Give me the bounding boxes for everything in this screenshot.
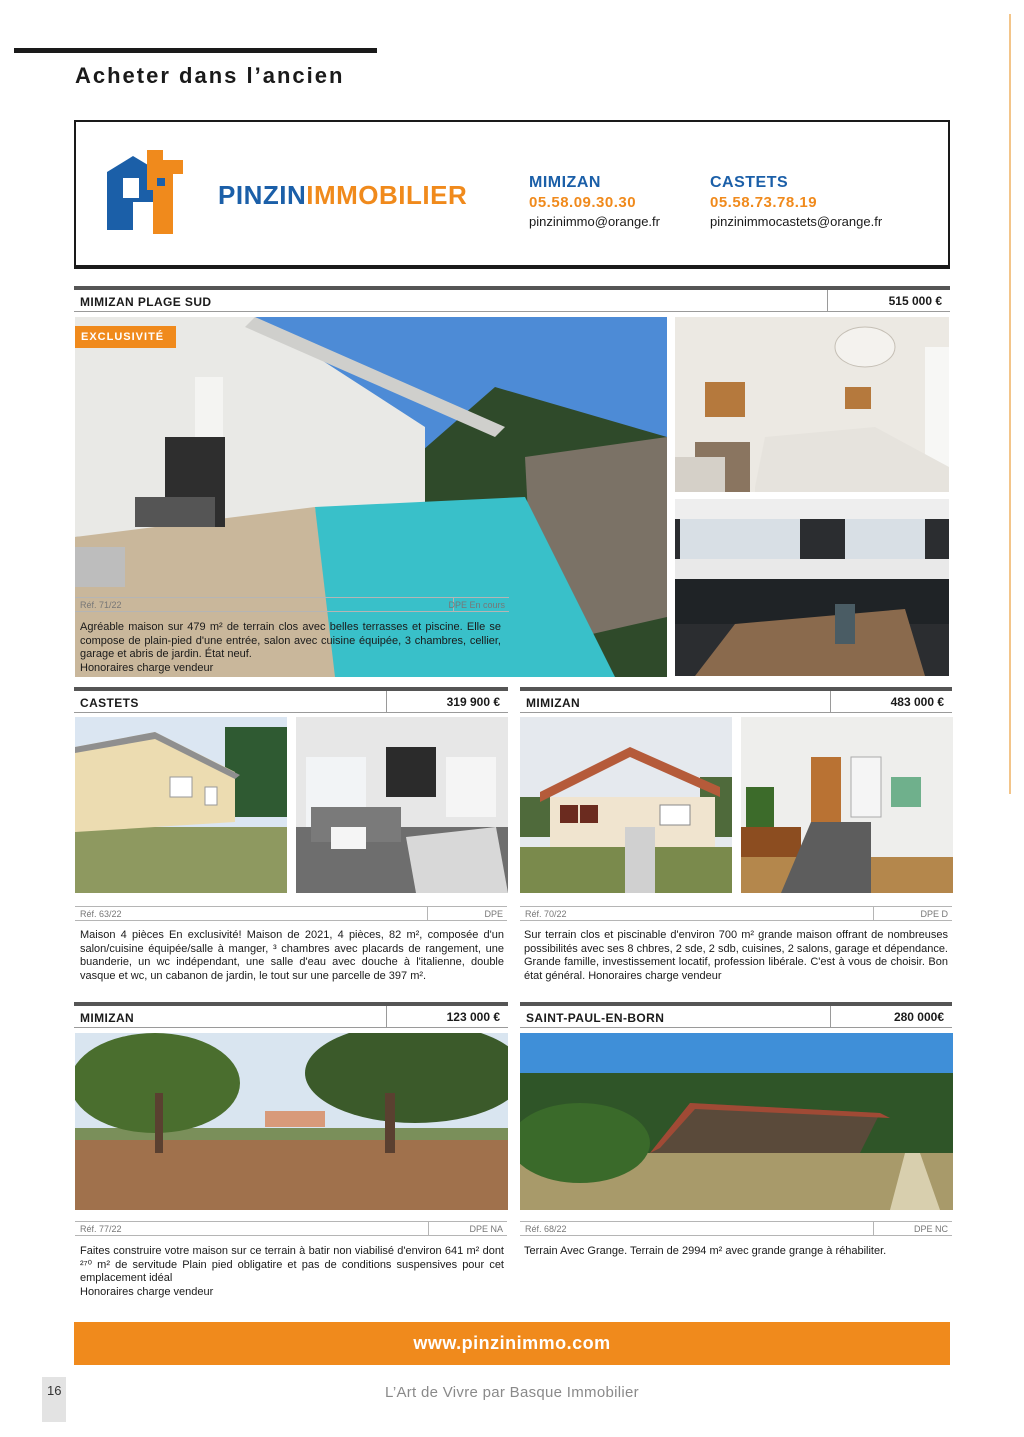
office-email[interactable]: pinzinimmo@orange.fr [529,214,660,229]
listing-dpe: DPE D [920,909,948,919]
listing-ref: Réf. 71/22 [80,600,122,610]
listing-location: MIMIZAN PLAGE SUD [80,295,212,309]
listing-header [520,687,952,713]
listing-description: Agréable maison sur 479 m² de terrain clos avec belles terrasses et piscine. Elle se compose de plain-pied d'une entrée, salon avec cuisine équipée, 3 chambres, cellier, garage et abris de jardin. État neuf. Honoraires charge vendeur [80,621,501,674]
listing-description: Terrain Avec Grange. Terrain de 2994 m² avec grande grange à réhabiliter. [524,1245,887,1257]
listing-price: 319 900 € [446,695,500,709]
listing-ref: Réf. 77/22 [80,1224,122,1234]
office-city: CASTETS [710,174,789,191]
top-rule [14,48,377,53]
listing-dpe: DPE NC [913,1224,948,1234]
photo-two-storey-house[interactable] [520,717,732,893]
listing-ref-row [75,906,507,921]
listing-description: Sur terrain clos et piscinable d'environ 700 m² grande maison offrant de nombreuses possibilités avec ses 8 chbres, 2 sde, 2 sdb, cuisines, 2 salons, garage et dépendance. Grande famille, investissement locatif, profession libérale. C'est à vous de choisir. Bon état général. Honoraires charge vendeur [524,929,948,982]
listing-ref-row [520,1221,952,1236]
listing-description: Maison 4 pièces En exclusivité! Maison de 2021, 4 pièces, 82 m², composée d'un salon/cuisine équipée/salle à manger, ³ chambres avec placards de rangement, une buanderie, un wc indépendant, une salle d'eau avec douche à l'italienne, double vasque et wc, un cabanon de jardin, le tout sur une parcelle de 397 m². [80,929,504,982]
exclusivity-badge: EXCLUSIVITÉ [75,326,176,348]
section-title: Acheter dans l’ancien [75,63,345,88]
office-city: MIMIZAN [529,174,601,191]
office-mimizan [529,174,660,229]
listing-description: Faites construire votre maison sur ce terrain à batir non viabilisé d'environ 641 m² dont ²⁷⁰ m² de servitude Plain pied obligatire et pas de conditions suspensives pour cet emplacement idéal Honoraires charge vendeur [80,1245,504,1298]
listing-price: 123 000 € [446,1010,500,1024]
listing-ref: Réf. 63/22 [80,909,122,919]
photo-bedroom[interactable] [675,317,949,492]
listing-price: 483 000 € [890,695,944,709]
listing-price: 280 000€ [893,1010,944,1024]
listing-header [74,687,508,713]
office-email[interactable]: pinzinimmocastets@orange.fr [710,214,883,229]
listing-header [520,1002,952,1028]
listing-dpe: DPE [484,909,503,919]
listing-location: MIMIZAN [526,696,581,710]
listing-header [74,1002,508,1028]
photo-dining-room[interactable] [741,717,953,893]
office-castets [710,174,882,229]
office-phone[interactable]: 05.58.09.30.30 [529,194,637,211]
pinzin-logo-icon [107,150,187,234]
office-phone[interactable]: 05.58.73.78.19 [710,194,818,211]
page-number: 16 [42,1377,66,1422]
agency-header [74,120,950,269]
page-tagline: L’Art de Vivre par Basque Immobilier [385,1384,639,1401]
listing-dpe: DPE En cours [448,600,505,610]
listing-location: CASTETS [80,696,139,710]
listing-dpe: DPE NA [469,1224,503,1234]
photo-house-exterior[interactable] [75,717,287,893]
brand-name: PINZINIMMOBILIER [218,180,468,210]
listing-header [74,286,950,312]
listing-ref-row [520,906,952,921]
listing-price: 515 000 € [888,294,942,308]
listing-ref-row [75,1221,507,1236]
listing-ref: Réf. 68/22 [525,1224,567,1234]
listing-ref: Réf. 70/22 [525,909,567,919]
photo-kitchen[interactable] [675,499,949,676]
listing-location: SAINT-PAUL-EN-BORN [526,1011,665,1025]
listing-ref-row [75,597,509,612]
listing-location: MIMIZAN [80,1011,135,1025]
website-banner [74,1322,950,1365]
photo-barn[interactable] [520,1033,953,1210]
photo-land-plot[interactable] [75,1033,508,1210]
photo-living-room[interactable] [296,717,508,893]
website-link[interactable]: www.pinzinimmo.com [413,1333,611,1353]
page-edge-rule [1009,14,1011,794]
